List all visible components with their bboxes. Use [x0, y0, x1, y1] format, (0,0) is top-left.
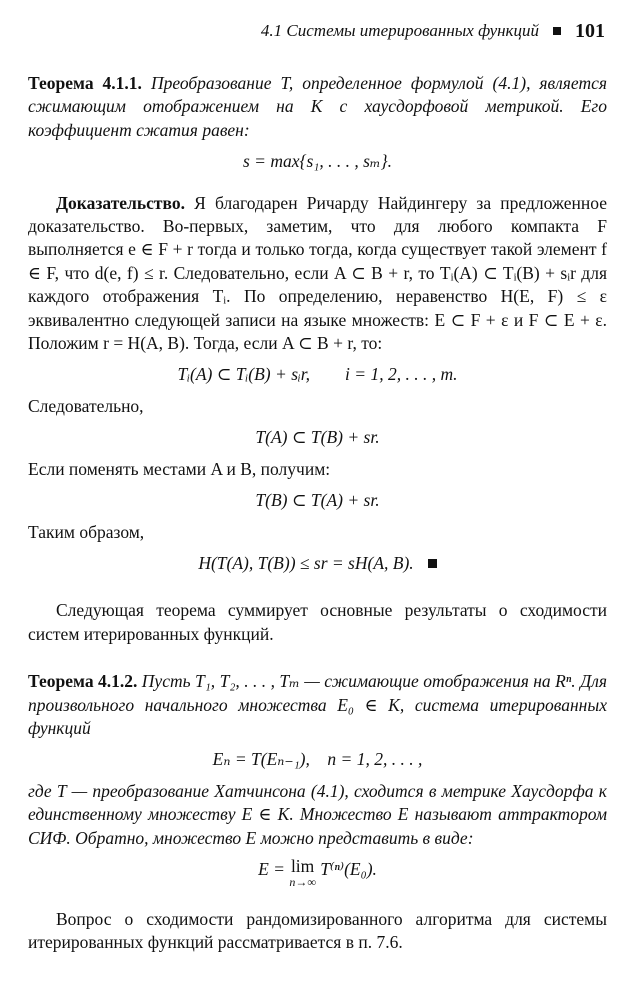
- summary-paragraph: Следующая теорема суммирует основные результаты о сходимости систем итерированных функций.: [28, 600, 607, 644]
- formula-contraction-coefficient: s = max{s₁, . . . , sₘ}.: [242, 151, 393, 172]
- page-number: 101: [575, 19, 605, 42]
- theorem-heading: Теорема 4.1.1.: [28, 73, 142, 93]
- proof-heading: Доказательство.: [56, 192, 185, 213]
- formula-hausdorff-text: H(T(A), T(B)) ≤ sr = sH(A, B).: [198, 552, 414, 573]
- page-body: [28, 72, 607, 955]
- formula-tb-inclusion: T(B) ⊂ T(A) + sr.: [255, 490, 380, 511]
- theorem-text: Преобразование T, определенное формулой (4.1), является сжимающим отображением на K с хаусдорфовой метрикой. Его коэффициент сжатия равен:: [28, 73, 608, 140]
- proof-text: Я благодарен Ричарду Найдингеру за предложенное доказательство. Во-первых, заметим, что для любого компакта F выполняется e ∈ F + r тогда и только тогда, когда существует такой элемент f ∈ F, что d(e, f) ≤ r. Следовательно, если A ⊂ B + r, то Tᵢ(A) ⊂ Tᵢ(B) + sᵢr для каждого отображения Tᵢ. По определению, неравенство H(E, F) ≤ ε эквивалентно следующей записи на языке множеств: E ⊂ F + ε и F ⊂ E + ε. Положим r = H(A, B). Тогда, если A ⊂ B + r, то:: [28, 192, 607, 354]
- formula-ta-inclusion: T(A) ⊂ T(B) + sr.: [255, 427, 380, 448]
- limit-operator: [289, 855, 316, 890]
- formula-hausdorff-bound: [28, 552, 607, 575]
- proof-then-3: Таким образом,: [28, 521, 145, 542]
- formula-attractor-limit: [28, 855, 607, 890]
- theorem-4-1-1: [28, 72, 607, 142]
- formula-attractor-right: T⁽ⁿ⁾(E₀).: [315, 858, 377, 879]
- proof-paragraph: [28, 192, 607, 356]
- bullet-square-icon: [553, 27, 561, 35]
- limit-word: lim: [290, 855, 315, 876]
- limit-subscript: n→∞: [289, 874, 316, 889]
- theorem-4-1-2: [28, 670, 607, 740]
- formula-ifs-iteration: Eₙ = T(Eₙ₋₁), n = 1, 2, . . . ,: [212, 749, 423, 770]
- formula-attractor-left: E =: [258, 858, 290, 879]
- running-header: [261, 18, 605, 44]
- running-title: 4.1 Системы итерированных функций: [260, 21, 539, 40]
- proof-then-1: Следовательно,: [28, 395, 144, 416]
- closing-paragraph: Вопрос о сходимости рандомизированного алгоритма для системы итерированных функций рассматривается в п. 7.6.: [28, 908, 607, 953]
- theorem2-text-continued: где T — преобразование Хатчинсона (4.1), сходится в метрике Хаусдорфа к единственному множеству E ∈ K. Множество E называют аттрактором СИФ. Обратно, множество E можно представить в виде:: [28, 780, 607, 848]
- formula-ti-inclusion: Tᵢ(A) ⊂ Tᵢ(B) + sᵢr, i = 1, 2, . . . , m.: [177, 364, 458, 385]
- qed-square-icon: [428, 559, 437, 568]
- theorem2-text: Пусть T₁, T₂, . . . , Tₘ — сжимающие отображения на Rⁿ. Для произвольного начального множества E₀ ∈ K, система итерированных функций: [28, 671, 607, 738]
- theorem2-heading: Теорема 4.1.2.: [28, 671, 138, 692]
- proof-then-2: Если поменять местами A и B, получим:: [28, 458, 331, 479]
